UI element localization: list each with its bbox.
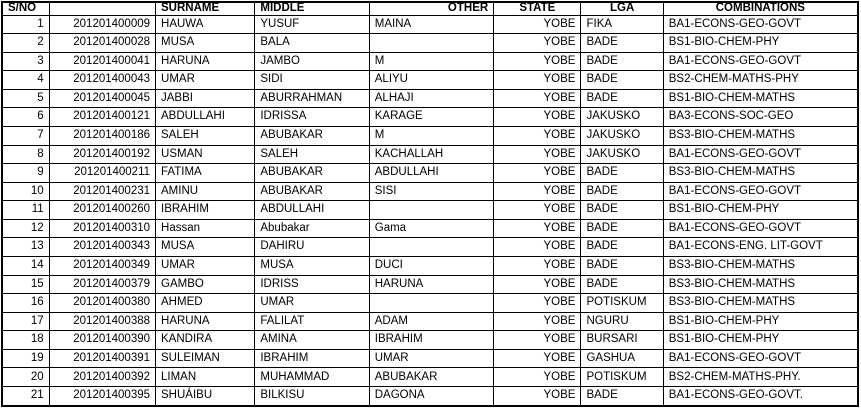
cell-middle: UMAR [255, 294, 369, 313]
cell-lga: BADE [581, 238, 663, 257]
cell-state: YOBE [494, 219, 581, 238]
cell-other: HARUNA [369, 275, 493, 294]
cell-regno: 201201400392 [49, 368, 155, 387]
cell-combinations: BA1-ECONS-ENG. LIT-GOVT [663, 238, 858, 257]
cell-state: YOBE [494, 294, 581, 313]
cell-sno: 9 [2, 164, 49, 183]
cell-combinations: BA3-ECONS-SOC-GEO [663, 108, 858, 127]
cell-state: YOBE [494, 368, 581, 387]
cell-middle: SALEH [255, 145, 369, 164]
cell-surname: HAUWA [156, 15, 255, 34]
cell-surname: SHUÁIBU [156, 387, 255, 406]
cell-other [369, 238, 493, 257]
table-row [2, 275, 858, 294]
cell-lga: POTISKUM [581, 294, 663, 313]
cell-middle: FALILAT [255, 312, 369, 331]
table-row [2, 201, 858, 220]
cell-surname: USMAN [156, 145, 255, 164]
cell-combinations: BA1-ECONS-GEO-GOVT. [663, 387, 858, 406]
cell-other [369, 34, 493, 53]
cell-other: Gama [369, 219, 493, 238]
table-row [2, 71, 858, 90]
cell-surname: MUSA [156, 238, 255, 257]
cell-regno: 201201400310 [49, 219, 155, 238]
cell-lga: JAKUSKO [581, 126, 663, 145]
cell-other [369, 201, 493, 220]
cell-surname: IBRAHIM [156, 201, 255, 220]
cell-sno: 11 [2, 201, 49, 220]
cell-regno: 201201400028 [49, 34, 155, 53]
cell-combinations: BS3-BIO-CHEM-MATHS [663, 257, 858, 276]
cell-surname: JABBI [156, 89, 255, 108]
cell-middle: IDRISS [255, 275, 369, 294]
cell-state: YOBE [494, 15, 581, 34]
cell-surname: AHMED [156, 294, 255, 313]
student-roster-sheet [0, 1, 861, 414]
cell-other: M [369, 126, 493, 145]
cell-combinations: BS1-BIO-CHEM-PHY [663, 331, 858, 350]
cell-state: YOBE [494, 387, 581, 406]
cell-other: ALHAJI [369, 89, 493, 108]
cell-state: YOBE [494, 52, 581, 71]
header-row [2, 2, 858, 15]
table-row [2, 312, 858, 331]
table-row [2, 182, 858, 201]
cell-middle: BALA [255, 34, 369, 53]
cell-sno: 20 [2, 368, 49, 387]
cell-combinations: BS1-BIO-CHEM-PHY [663, 312, 858, 331]
cell-regno: 201201400379 [49, 275, 155, 294]
cell-combinations: BS2-CHEM-MATHS-PHY. [663, 368, 858, 387]
cell-middle: ABURRAHMAN [255, 89, 369, 108]
cell-sno: 21 [2, 387, 49, 406]
cell-other: ABUBAKAR [369, 368, 493, 387]
cell-surname: GAMBO [156, 275, 255, 294]
cell-regno: 201201400043 [49, 71, 155, 90]
cell-lga: GASHUA [581, 349, 663, 368]
cell-regno: 201201400121 [49, 108, 155, 127]
cell-middle: ABUBAKAR [255, 126, 369, 145]
cell-lga: FIKA [581, 15, 663, 34]
cell-regno: 201201400388 [49, 312, 155, 331]
cell-surname: UMAR [156, 71, 255, 90]
cell-sno: 1 [2, 15, 49, 34]
cell-middle: AMINA [255, 331, 369, 350]
cell-sno: 7 [2, 126, 49, 145]
cell-sno: 3 [2, 52, 49, 71]
cell-combinations: BA1-ECONS-GEO-GOVT [663, 349, 858, 368]
cell-middle: ABUBAKAR [255, 182, 369, 201]
cell-combinations: BS3-BIO-CHEM-MATHS [663, 294, 858, 313]
cell-other: MAINA [369, 15, 493, 34]
cell-lga: BADE [581, 219, 663, 238]
cell-middle: Abubakar [255, 219, 369, 238]
cell-state: YOBE [494, 312, 581, 331]
cell-middle: JAMBO [255, 52, 369, 71]
cell-state: YOBE [494, 275, 581, 294]
cell-other: ABDULLAHI [369, 164, 493, 183]
cell-other: KACHALLAH [369, 145, 493, 164]
cell-surname: ABDULLAHI [156, 108, 255, 127]
cell-combinations: BA1-ECONS-GEO-GOVT [663, 182, 858, 201]
cell-other: IBRAHIM [369, 331, 493, 350]
cell-combinations: BA1-ECONS-GEO-GOVT [663, 145, 858, 164]
cell-state: YOBE [494, 331, 581, 350]
cell-sno: 10 [2, 182, 49, 201]
cell-state: YOBE [494, 257, 581, 276]
table-row [2, 52, 858, 71]
cell-sno: 15 [2, 275, 49, 294]
cell-sno: 5 [2, 89, 49, 108]
cell-middle: IDRISSA [255, 108, 369, 127]
table-row [2, 257, 858, 276]
cell-regno: 201201400231 [49, 182, 155, 201]
cell-other: DUCI [369, 257, 493, 276]
cell-state: YOBE [494, 34, 581, 53]
table-row [2, 368, 858, 387]
table-row [2, 145, 858, 164]
cell-state: YOBE [494, 182, 581, 201]
cell-sno: 14 [2, 257, 49, 276]
cell-sno: 6 [2, 108, 49, 127]
cell-sno: 19 [2, 349, 49, 368]
cell-combinations: BS3-BIO-CHEM-MATHS [663, 275, 858, 294]
cell-combinations: BS1-BIO-CHEM-PHY [663, 201, 858, 220]
cell-sno: 16 [2, 294, 49, 313]
cell-surname: SALEH [156, 126, 255, 145]
table-row [2, 219, 858, 238]
cell-lga: BADE [581, 52, 663, 71]
cell-state: YOBE [494, 71, 581, 90]
table-row [2, 331, 858, 350]
header-middle: MIDDLE [255, 2, 369, 15]
cell-middle: YUSUF [255, 15, 369, 34]
cell-regno: 201201400390 [49, 331, 155, 350]
cell-surname: LIMAN [156, 368, 255, 387]
cell-regno: 201201400186 [49, 126, 155, 145]
header-sno: S/NO [2, 2, 49, 15]
cell-other: M [369, 52, 493, 71]
cell-regno: 201201400395 [49, 387, 155, 406]
cell-surname: HARUNA [156, 52, 255, 71]
cell-other: ADAM [369, 312, 493, 331]
cell-regno: 201201400391 [49, 349, 155, 368]
cell-other: ALIYU [369, 71, 493, 90]
cell-sno: 12 [2, 219, 49, 238]
cell-regno: 201201400349 [49, 257, 155, 276]
table-row [2, 387, 858, 406]
table-row [2, 15, 858, 34]
cell-middle: MUSA [255, 257, 369, 276]
cell-lga: JAKUSKO [581, 145, 663, 164]
cell-combinations: BA1-ECONS-GEO-GOVT [663, 219, 858, 238]
header-other: OTHER [369, 2, 493, 15]
cell-lga: JAKUSKO [581, 108, 663, 127]
cell-surname: HARUNA [156, 312, 255, 331]
table-row [2, 238, 858, 257]
cell-lga: BADE [581, 201, 663, 220]
cell-sno: 17 [2, 312, 49, 331]
header-surname: SURNAME [156, 2, 255, 15]
cell-other: SISI [369, 182, 493, 201]
student-roster-table [1, 1, 859, 407]
cell-middle: MUHAMMAD [255, 368, 369, 387]
cell-regno: 201201400045 [49, 89, 155, 108]
cell-lga: POTISKUM [581, 368, 663, 387]
cell-lga: NGURU [581, 312, 663, 331]
cell-combinations: BA1-ECONS-GEO-GOVT [663, 15, 858, 34]
cell-sno: 2 [2, 34, 49, 53]
cell-other [369, 294, 493, 313]
cell-regno: 201201400192 [49, 145, 155, 164]
cell-middle: DAHIRU [255, 238, 369, 257]
header-lga: LGA [581, 2, 663, 15]
cell-middle: SIDI [255, 71, 369, 90]
cell-regno: 201201400211 [49, 164, 155, 183]
cell-lga: BADE [581, 89, 663, 108]
cell-regno: 201201400343 [49, 238, 155, 257]
table-header [2, 2, 858, 15]
cell-sno: 8 [2, 145, 49, 164]
cell-middle: ABDULLAHI [255, 201, 369, 220]
cell-state: YOBE [494, 164, 581, 183]
cell-middle: BILKISU [255, 387, 369, 406]
table-row [2, 126, 858, 145]
cell-other: UMAR [369, 349, 493, 368]
cell-regno: 201201400041 [49, 52, 155, 71]
header-regno [49, 2, 155, 15]
table-row [2, 34, 858, 53]
cell-state: YOBE [494, 108, 581, 127]
cell-sno: 13 [2, 238, 49, 257]
cell-regno: 201201400260 [49, 201, 155, 220]
table-row [2, 89, 858, 108]
table-row [2, 349, 858, 368]
cell-surname: UMAR [156, 257, 255, 276]
cell-state: YOBE [494, 201, 581, 220]
cell-lga: BADE [581, 182, 663, 201]
table-row [2, 164, 858, 183]
cell-state: YOBE [494, 349, 581, 368]
cell-lga: BADE [581, 275, 663, 294]
cell-combinations: BS2-CHEM-MATHS-PHY [663, 71, 858, 90]
cell-lga: BADE [581, 387, 663, 406]
cell-state: YOBE [494, 145, 581, 164]
header-combinations: COMBINATIONS [663, 2, 858, 15]
cell-combinations: BS3-BIO-CHEM-MATHS [663, 164, 858, 183]
cell-surname: SULEIMAN [156, 349, 255, 368]
cell-state: YOBE [494, 126, 581, 145]
table-body [2, 15, 858, 406]
header-state: STATE [494, 2, 581, 15]
cell-state: YOBE [494, 89, 581, 108]
cell-lga: BADE [581, 71, 663, 90]
cell-regno: 201201400380 [49, 294, 155, 313]
cell-combinations: BS3-BIO-CHEM-MATHS [663, 126, 858, 145]
table-row [2, 294, 858, 313]
cell-surname: KANDIRA [156, 331, 255, 350]
cell-sno: 18 [2, 331, 49, 350]
cell-other: DAGONA [369, 387, 493, 406]
table-row [2, 108, 858, 127]
cell-combinations: BS1-BIO-CHEM-MATHS [663, 89, 858, 108]
cell-other: KARAGE [369, 108, 493, 127]
cell-middle: IBRAHIM [255, 349, 369, 368]
cell-combinations: BA1-ECONS-GEO-GOVT [663, 52, 858, 71]
cell-lga: BADE [581, 257, 663, 276]
cell-lga: BADE [581, 164, 663, 183]
cell-surname: Hassan [156, 219, 255, 238]
cell-surname: AMINU [156, 182, 255, 201]
cell-middle: ABUBAKAR [255, 164, 369, 183]
cell-regno: 201201400009 [49, 15, 155, 34]
cell-surname: FATIMA [156, 164, 255, 183]
cell-surname: MUSA [156, 34, 255, 53]
cell-sno: 4 [2, 71, 49, 90]
cell-lga: BURSARI [581, 331, 663, 350]
cell-combinations: BS1-BIO-CHEM-PHY [663, 34, 858, 53]
cell-lga: BADE [581, 34, 663, 53]
cell-state: YOBE [494, 238, 581, 257]
